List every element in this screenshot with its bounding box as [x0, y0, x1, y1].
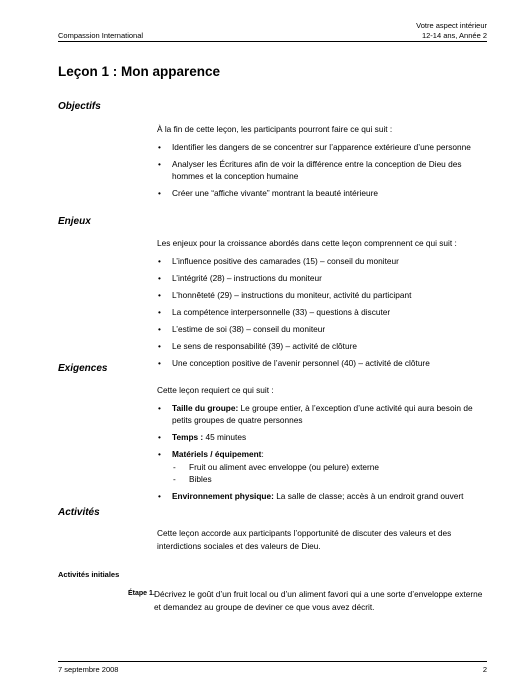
step-number: Étape 1.: [128, 590, 155, 597]
enjeux-intro: Les enjeux pour la croissance abordés dans cette leçon comprennent ce qui suit :: [157, 238, 457, 248]
step-1: [128, 588, 490, 613]
list-item: [157, 431, 490, 444]
time-label: Temps :: [172, 432, 204, 442]
environment-label: Environnement physique:: [172, 491, 274, 501]
header-divider: [58, 41, 487, 42]
activites-text: Cette leçon accorde aux participants l’opportunité de discuter des valeurs et des interdictions sociales et des valeurs de Dieu.: [157, 528, 452, 551]
list-item: • Identifier les dangers de se concentrer sur l’apparence extérieure d’une personne: [157, 141, 490, 154]
list-item: • La compétence interpersonnelle (33) – questions à discuter: [157, 306, 490, 319]
exigences-list: [157, 402, 490, 503]
header-audience: 12-14 ans, Année 2: [421, 30, 487, 40]
activites-heading: Activités: [58, 507, 100, 518]
enjeux-heading: Enjeux: [58, 216, 91, 227]
header-series: Votre aspect intérieur: [416, 21, 487, 30]
objectifs-section: [157, 123, 490, 204]
footer-date: 7 septembre 2008: [58, 665, 119, 674]
group-size-value: Le groupe entier, à l’exception d’une activité qui aura besoin de petits groupes de quatre personnes: [172, 402, 473, 425]
list-item: • L’intégrité (28) – instructions du moniteur: [157, 272, 490, 285]
exigences-intro: Cette leçon requiert ce qui suit :: [157, 385, 274, 395]
time-value: 45 minutes: [203, 432, 247, 442]
list-item: [157, 448, 490, 486]
initial-activities-heading: Activités initiales: [58, 570, 120, 579]
list-item: [157, 490, 490, 503]
list-item: • L’influence positive des camarades (15) – conseil du moniteur: [157, 255, 490, 268]
list-item: • Créer une “affiche vivante” montrant la beauté intérieure: [157, 187, 490, 200]
list-item: - Fruit ou aliment avec enveloppe (ou pelure) externe: [172, 461, 490, 474]
objectifs-heading: Objectifs: [58, 101, 101, 112]
group-size-label: Taille du groupe:: [172, 402, 239, 413]
page-title: Leçon 1 : Mon apparence: [58, 64, 221, 79]
list-item: • L’honnêteté (29) – instructions du moniteur, activité du participant: [157, 289, 490, 302]
objectifs-list: [157, 141, 490, 200]
list-item: • L’estime de soi (38) – conseil du moniteur: [157, 323, 490, 336]
environment-value: La salle de classe; accès à un endroit grand ouvert: [273, 491, 464, 501]
list-item: • Le sens de responsabilité (39) – activité de clôture: [157, 340, 490, 353]
list-item: • Analyser les Écritures afin de voir la différence entre la conception de Dieu des hommes et la conception humaine: [157, 158, 490, 183]
header-course-info: [416, 21, 487, 40]
objectifs-intro: À la fin de cette leçon, les participants pourront faire ce qui suit :: [157, 124, 393, 134]
footer-divider: [58, 661, 487, 662]
header-organization: Compassion International: [58, 31, 144, 40]
materials-list: [172, 461, 490, 486]
exigences-section: [157, 384, 490, 507]
activites-section: [157, 527, 490, 557]
enjeux-section: [157, 237, 490, 374]
page-number: 2: [482, 665, 487, 674]
materials-label: Matériels / équipement: [172, 449, 262, 459]
list-item: [157, 402, 490, 427]
enjeux-list: [157, 255, 490, 370]
list-item: - Bibles: [172, 473, 490, 486]
step-text: Décrivez le goût d’un fruit local ou d’un aliment favori qui a une sorte d’enveloppe externe et demandez au groupe de deviner ce que vous avez décrit.: [154, 589, 483, 612]
materials-colon: :: [261, 449, 264, 459]
exigences-heading: Exigences: [58, 363, 108, 374]
list-item: • Une conception positive de l’avenir personnel (40) – activité de clôture: [157, 357, 490, 370]
